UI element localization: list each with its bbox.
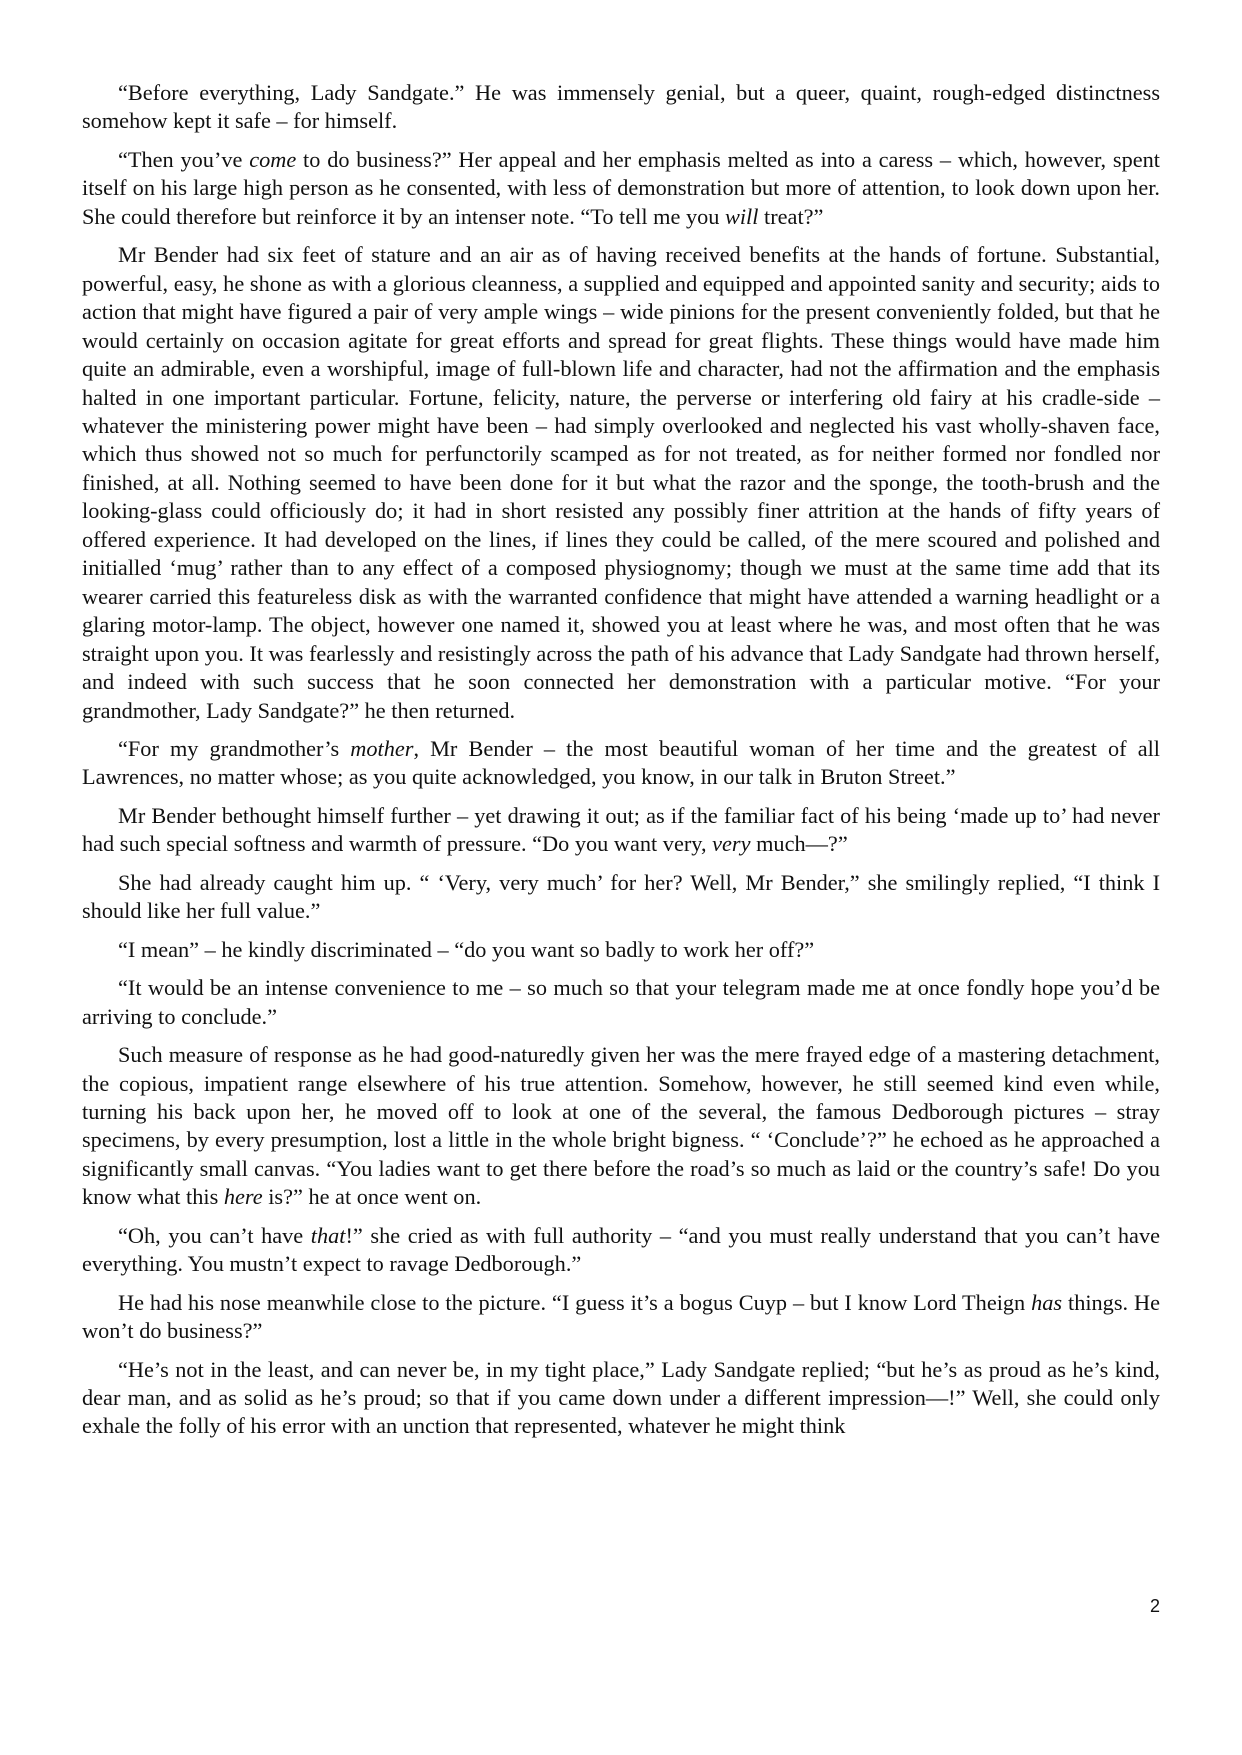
paragraph	[82, 735, 1160, 792]
text-run: “For my grandmother’s	[118, 735, 351, 761]
paragraph	[82, 1356, 1160, 1441]
emphasized-text: that	[310, 1222, 346, 1248]
text-run: “I mean” – he kindly discriminated – “do you want so badly to work her off?”	[118, 936, 815, 962]
text-run: Such measure of response as he had good-naturedly given her was the mere frayed edge of a mastering detachment, the copious, impatient range elsewhere of his true attention. Somehow, however, he still seemed kind even while, turning his back upon her, he moved off to look at one of the several, the famous Dedborough pictures – stray specimens, by every presumption, lost a little in the whole bright bigness. “ ‘Conclude’?” he echoed as he approached a significantly small canvas. “You ladies want to get there before the road’s so much as laid or the country’s safe! Do you know what this	[82, 1042, 1160, 1210]
text-run: treat?”	[758, 203, 824, 229]
text-run: much—?”	[750, 831, 848, 857]
emphasized-text: has	[1031, 1289, 1063, 1315]
text-run: Mr Bender had six feet of stature and an air as of having received benefits at the hands of fortune. Substantial, powerful, easy, he shone as with a glorious cleanness, a supplied and equipped and appointed sanity and security; aids to action that might have figured a pair of very ample wings – wide pinions for the present conveniently folded, but that he would certainly on occasion agitate for great efforts and spread for great flights. These things would have made him quite an admirable, even a worshipful, image of full-blown life and character, had not the affirmation and the emphasis halted in one important particular. Fortune, felicity, nature, the perverse or interfering old fairy at his cradle-side – whatever the ministering power might have been – had simply overlooked and neglected his vast wholly-shaven face, which thus showed not so much for perfunctorily scamped as for not treated, as for neither formed nor fondled nor finished, at all. Nothing seemed to have been done for it but what the razor and the sponge, the tooth-brush and the looking-glass could officiously do; it had in short resisted any possibly finer attrition at the hands of fifty years of offered experience. It had developed on the lines, if lines they could be called, of the mere scoured and polished and initialled ‘mug’ rather than to any effect of a composed physiognomy; though we must at the same time add that its wearer carried this featureless disk as with the warranted confidence that might have attended a warning headlight or a glaring motor-lamp. The object, however one named it, showed you at least where he was, and most often that he was straight upon you. It was fearlessly and resistingly across the path of his advance that Lady Sandgate had thrown herself, and indeed with such success that he soon connected her demonstration with a particular motive. “For your grandmother, Lady Sandgate?” he then returned.	[82, 242, 1160, 723]
text-run: She had already caught him up. “ ‘Very, very much’ for her? Well, Mr Bender,” she smilingly replied, “I think I should like her full value.”	[82, 869, 1160, 924]
paragraph	[82, 146, 1160, 231]
text-run: “Then you’ve	[118, 146, 250, 172]
text-run: is?” he at once went on.	[262, 1184, 482, 1210]
paragraph	[82, 869, 1160, 926]
paragraph	[82, 241, 1160, 725]
paragraph	[82, 936, 1160, 964]
text-run: “He’s not in the least, and can never be, in my tight place,” Lady Sandgate replied; “but he’s as proud as he’s kind, dear man, and as solid as he’s proud; so that if you came down under a different impression—!” Well, she could only exhale the folly of his error with an unction that represented, whatever he might think	[82, 1356, 1160, 1439]
text-run: “Before everything, Lady Sandgate.” He was immensely genial, but a queer, quaint, rough-edged distinctness somehow kept it safe – for himself.	[82, 80, 1160, 134]
text-run: !” she cried as with full authority – “and you must really understand that you can’t have everything. You mustn’t expect to ravage Dedborough.”	[82, 1222, 1161, 1277]
emphasized-text: very	[712, 831, 751, 857]
text-run: He had his nose meanwhile close to the picture. “I guess it’s a bogus Cuyp – but I know Lord Theign	[118, 1289, 1032, 1315]
emphasized-text: come	[249, 146, 297, 172]
body-text	[82, 79, 1160, 1451]
paragraph	[82, 974, 1160, 1031]
paragraph	[82, 1222, 1160, 1279]
paragraph	[82, 1289, 1160, 1346]
paragraph	[82, 802, 1160, 859]
text-run: Mr Bender bethought himself further – yet drawing it out; as if the familiar fact of his being ‘made up to’ had never had such special softness and warmth of pressure. “Do you want very,	[82, 802, 1160, 857]
text-run: to do business?” Her appeal and her emphasis melted as into a caress – which, however, spent itself on his large high person as he consented, with less of demonstration but more of attention, to look down upon her. She could therefore but reinforce it by an intenser note. “To tell me you	[82, 146, 1160, 229]
emphasized-text: will	[724, 203, 759, 229]
emphasized-text: here	[223, 1184, 263, 1210]
text-run: “It would be an intense convenience to me – so much so that your telegram made me at once fondly hope you’d be arriving to conclude.”	[82, 975, 1160, 1029]
paragraph	[82, 1041, 1160, 1212]
emphasized-text: mother	[350, 735, 414, 761]
page-number: 2	[1149, 1596, 1160, 1616]
text-run: , Mr Bender – the most beautiful woman of her time and the greatest of all Lawrences, no matter whose; as you quite acknowledged, you know, in our talk in Bruton Street.”	[82, 735, 1160, 790]
paragraph	[82, 79, 1160, 136]
text-run: “Oh, you can’t have	[118, 1222, 311, 1248]
text-run: things. He won’t do business?”	[82, 1289, 1160, 1344]
